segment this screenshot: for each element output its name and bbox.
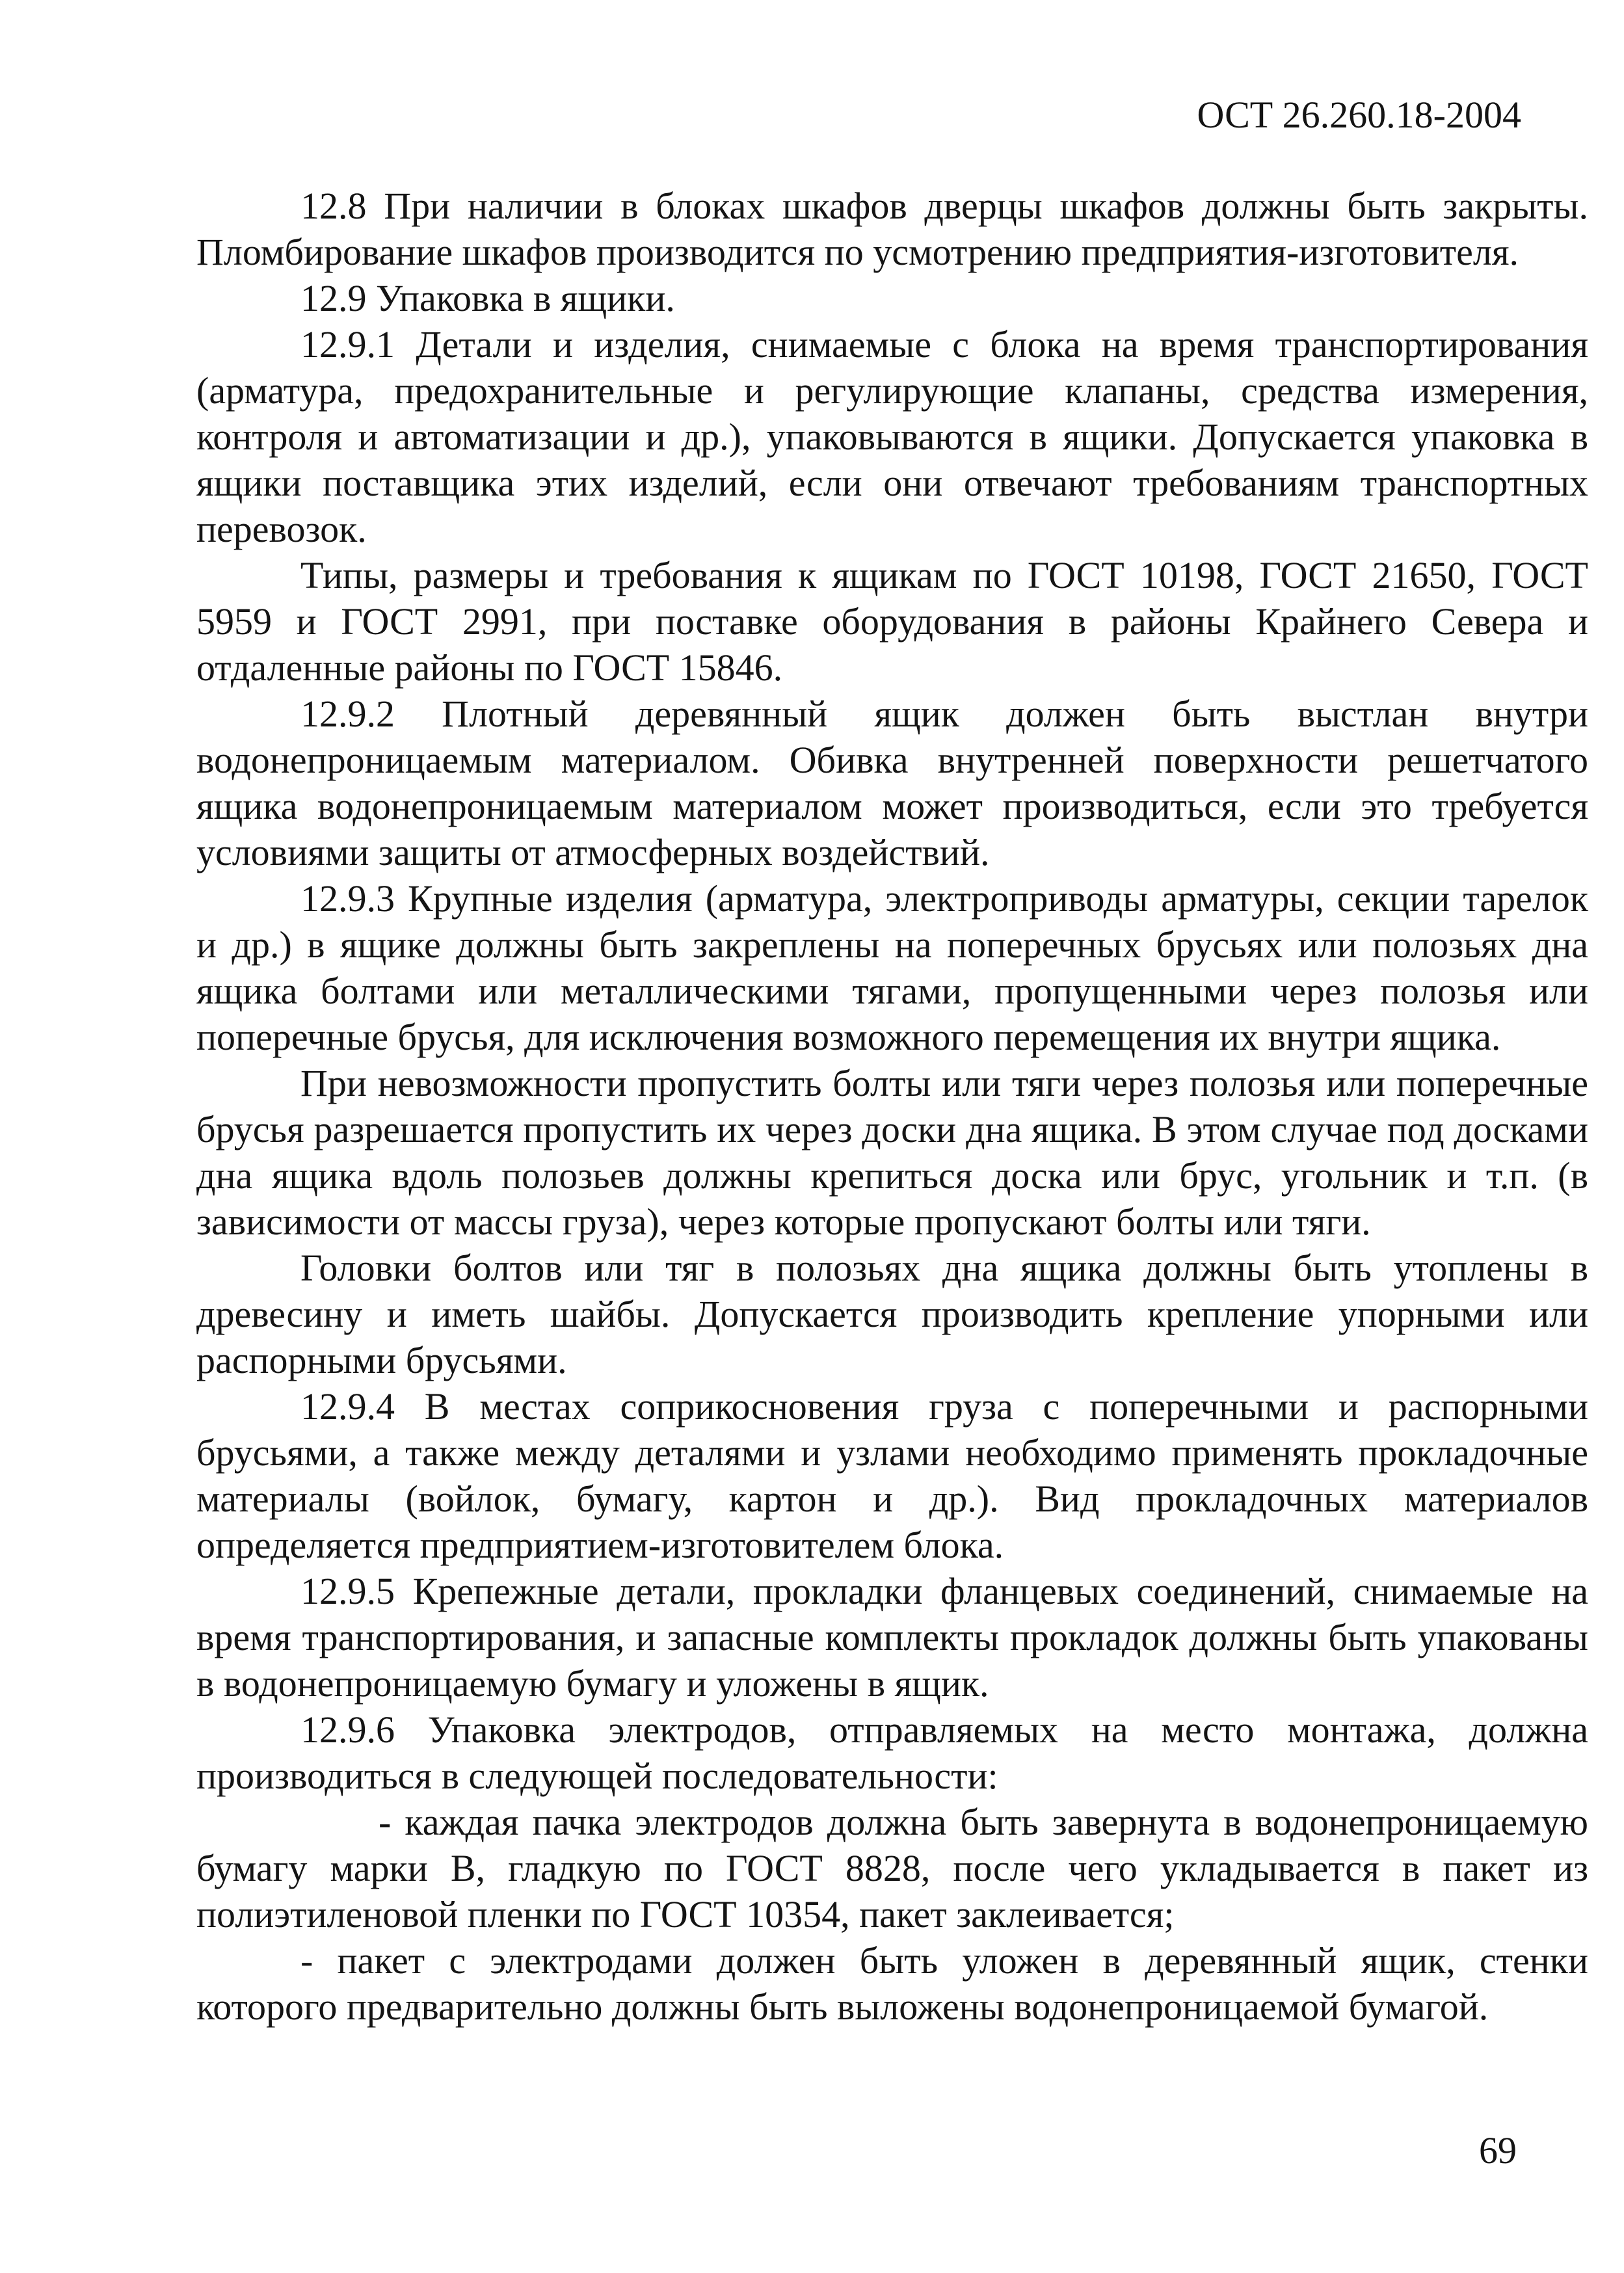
paragraph-12-9-1: 12.9.1 Детали и изделия, снимаемые с блока на время транспортирования (арматура, предохранительные и регулирующие клапаны, средства измерения, контроля и автоматизации и др.), упаковываются в ящики. Допускается упаковка в ящики поставщика этих изделий, если они отвечают требованиям транспортных перевозок. [196,323,1588,550]
paragraph-12-9-2: 12.9.2 Плотный деревянный ящик должен быть выстлан внутри водонепроницаемым материалом. Обивка внутренней поверхности решетчатого ящика водонепроницаемым материалом может производиться, если это требуется условиями защиты от атмосферных воздействий. [196,693,1588,873]
document-code-header: ОСТ 26.260.18-2004 [1197,94,1521,136]
page-number: 69 [1479,2129,1517,2172]
paragraph-box-types: Типы, размеры и требования к ящикам по ГОСТ 10198, ГОСТ 21650, ГОСТ 5959 и ГОСТ 2991, при поставке оборудования в районы Крайнего Севера и отдаленные районы по ГОСТ 15846. [196,554,1588,689]
paragraph-12-9-4: 12.9.4 В местах соприкосновения груза с поперечными и распорными брусьями, а также между деталями и узлами необходимо применять прокладочные материалы (войлок, бумагу, картон и др.). Вид прокладочных материалов определяется предприятием-изготовителем блока. [196,1385,1588,1566]
paragraph-12-9-3: 12.9.3 Крупные изделия (арматура, электроприводы арматуры, секции тарелок и др.) в ящике должны быть закреплены на поперечных брусьях или полозьях дна ящика болтами или металлическими тягами, пропущенными через полозья или поперечные брусья, для исключения возможного перемещения их внутри ящика. [196,877,1588,1058]
paragraph-12-9-5: 12.9.5 Крепежные детали, прокладки фланцевых соединений, снимаемые на время транспортирования, и запасные комплекты прокладок должны быть упакованы в водонепроницаемую бумагу и уложены в ящик. [196,1570,1588,1705]
paragraph-12-9: 12.9 Упаковка в ящики. [300,277,675,319]
document-body [196,183,1588,2030]
paragraph-bolt-heads: Головки болтов или тяг в полозьях дна ящика должны быть утоплены в древесину и иметь шайбы. Допускается производить крепление упорными или распорными брусьями. [196,1247,1588,1381]
list-item-wrap-pack: - каждая пачка электродов должна быть завернута в водонепроницаемую бумагу марки В, гладкую по ГОСТ 8828, после чего укладывается в пакет из полиэтиленовой пленки по ГОСТ 10354, пакет заклеивается; [196,1801,1588,1935]
paragraph-12-8: 12.8 При наличии в блоках шкафов дверцы шкафов должны быть закрыты. Пломбирование шкафов производится по усмотрению предприятия-изготовителя. [196,185,1588,273]
paragraph-bolts-through-boards: При невозможности пропустить болты или тяги через полозья или поперечные брусья разрешается пропустить их через доски дна ящика. В этом случае под досками дна ящика вдоль полозьев должны крепиться доска или брус, угольник и т.п. (в зависимости от массы груза), через которые пропускают болты или тяги. [196,1062,1588,1243]
paragraph-12-9-6: 12.9.6 Упаковка электродов, отправляемых на место монтажа, должна производиться в следующей последовательности: [196,1708,1588,1797]
list-item-box-pack: - пакет с электродами должен быть уложен в деревянный ящик, стенки которого предварительно должны быть выложены водонепроницаемой бумагой. [196,1939,1588,2028]
